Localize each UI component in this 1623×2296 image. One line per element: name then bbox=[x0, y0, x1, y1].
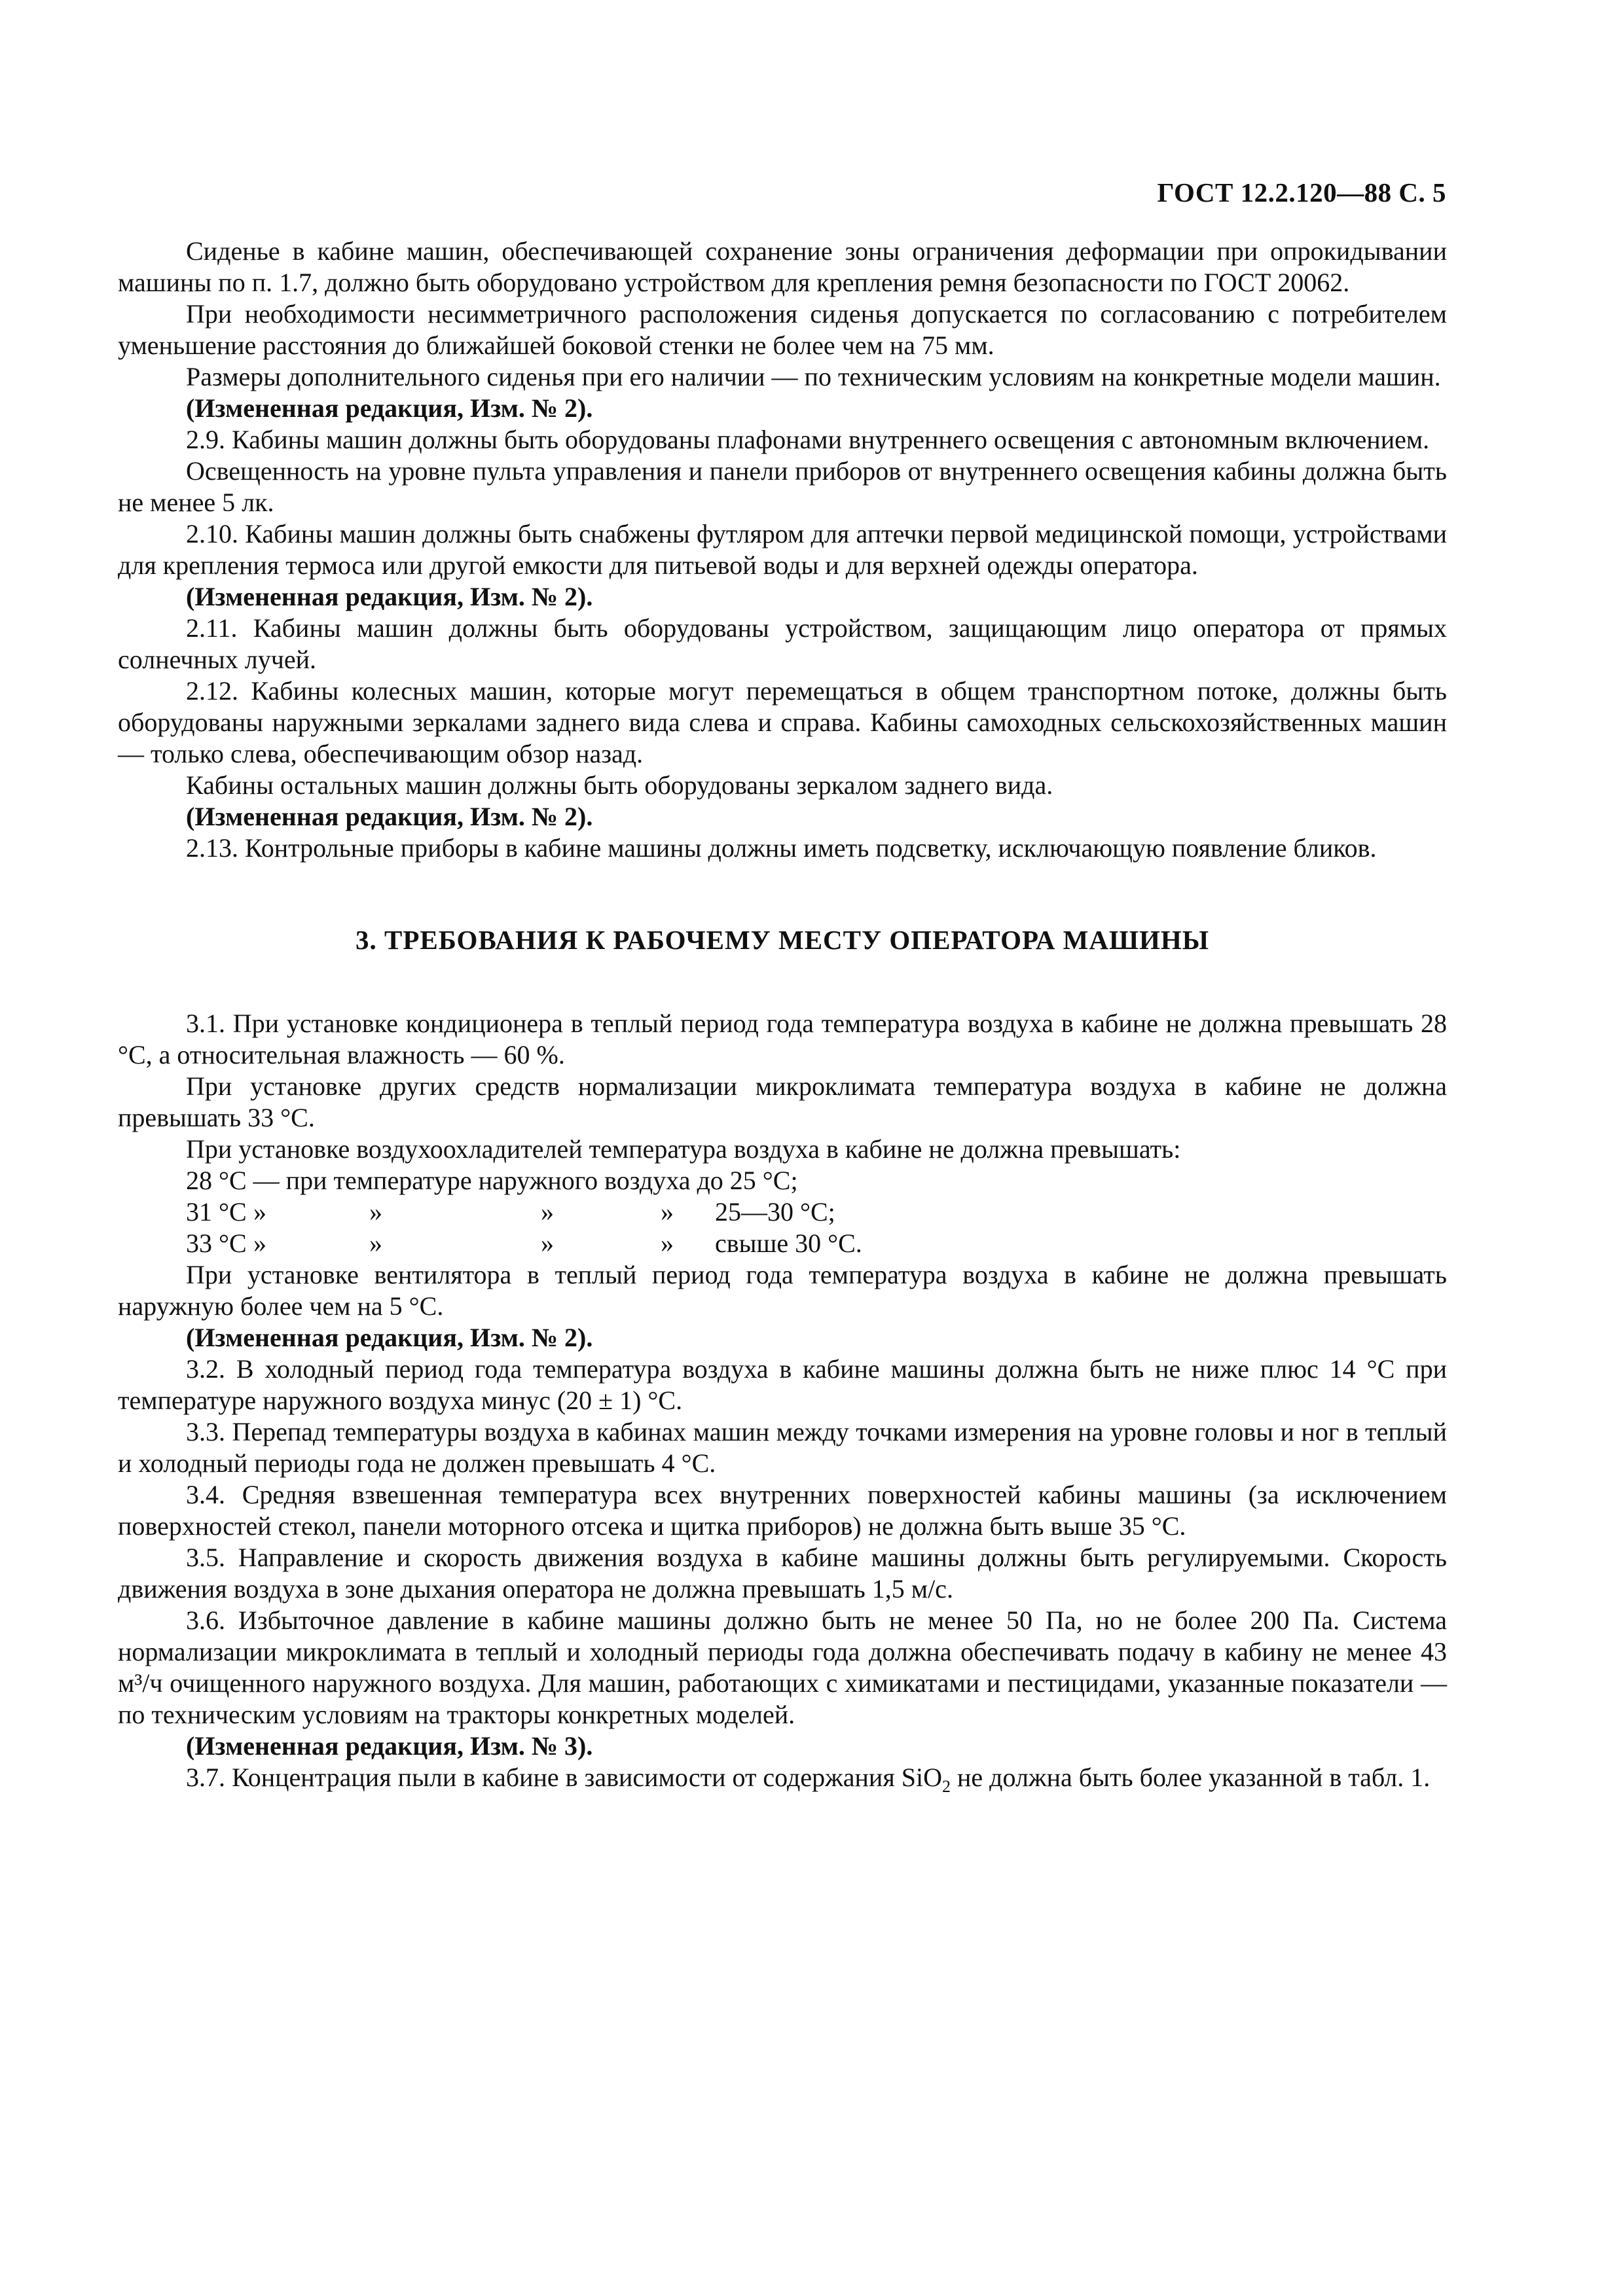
paragraph: При установке других средств нормализации микроклимата температура воздуха в кабине не должна превышать 33 °С. bbox=[118, 1071, 1447, 1132]
temperature-cell-q2: » bbox=[369, 1197, 382, 1227]
section-3-part-a bbox=[118, 1008, 1447, 1165]
paragraph: 3.4. Средняя взвешенная температура всех внутренних поверхностей кабины машины (за исключением поверхностей стекол, панели моторного отсека и щитка приборов) не должна быть выше 35 °С. bbox=[118, 1480, 1447, 1541]
page-header: ГОСТ 12.2.120—88 С. 5 bbox=[1157, 177, 1446, 207]
temperature-cell-value: 31 °С bbox=[186, 1197, 247, 1227]
temperature-line: 28 °С — при температуре наружного воздуха до 25 °С; bbox=[186, 1166, 798, 1195]
section-2-continuation bbox=[118, 236, 1447, 864]
temperature-rows bbox=[118, 1196, 1447, 1259]
paragraph: При установке воздухоохладителей температура воздуха в кабине не должна превышать: bbox=[186, 1134, 1181, 1164]
temperature-cell-value: 33 °С bbox=[186, 1229, 247, 1258]
section-3-part-b bbox=[118, 1259, 1447, 1762]
document-body bbox=[118, 236, 1447, 1803]
paragraph: 2.10. Кабины машин должны быть снабжены футляром для аптечки первой медицинской помощи, устройствами для крепления термоса или другой емкости для питьевой воды и для верхней одежды оператора. bbox=[118, 519, 1447, 580]
paragraph: 3.3. Перепад температуры воздуха в кабинах машин между точками измерения на уровне головы и ног в теплый и холодный периоды года не должен превышать 4 °С. bbox=[118, 1417, 1447, 1478]
paragraph: 2.12. Кабины колесных машин, которые могут перемещаться в общем транспортном потоке, должны быть оборудованы наружными зеркалами заднего вида слева и справа. Кабины самоходных сельскохозяйственных машин — только слева, обеспечивающим обзор назад. bbox=[118, 676, 1447, 768]
paragraph: 2.11. Кабины машин должны быть оборудованы устройством, защищающим лицо оператора от прямых солнечных лучей. bbox=[118, 613, 1447, 674]
amendment-note: (Измененная редакция, Изм. № 2). bbox=[186, 802, 593, 831]
amendment-note: (Измененная редакция, Изм. № 2). bbox=[186, 582, 593, 611]
paragraph: 3.1. При установке кондиционера в теплый период года температура воздуха в кабине не должна превышать 28 °С, а относительная влажность — 60 %. bbox=[118, 1009, 1447, 1069]
paragraph: При установке вентилятора в теплый период года температура воздуха в кабине не должна превышать наружную более чем на 5 °С. bbox=[118, 1260, 1447, 1321]
temperature-row bbox=[118, 1228, 1447, 1259]
temperature-cell-q4: » bbox=[661, 1197, 674, 1227]
paragraph: Сиденье в кабине машин, обеспечивающей сохранение зоны ограничения деформации при опрокидывании машины по п. 1.7, должно быть оборудовано устройством для крепления ремня безопасности по ГОСТ 20062. bbox=[118, 236, 1447, 297]
temperature-cell-q4: » bbox=[661, 1229, 674, 1258]
paragraph: 2.9. Кабины машин должны быть оборудованы плафонами внутреннего освещения с автономным включением. bbox=[186, 425, 1430, 454]
paragraph: Кабины остальных машин должны быть оборудованы зеркалом заднего вида. bbox=[186, 770, 1053, 800]
paragraph: 2.13. Контрольные приборы в кабине машины должны иметь подсветку, исключающую появление бликов. bbox=[186, 833, 1377, 863]
paragraph-3-7: 3.7. Концентрация пыли в кабине в зависимости от содержания SiO$_2$ не должна быть более указанной в табл. 1. bbox=[186, 1763, 1431, 1796]
paragraph: При необходимости несимметричного расположения сиденья допускается по согласованию с потребителем уменьшение расстояния до ближайшей боковой стенки не более чем на 75 мм. bbox=[118, 299, 1447, 360]
temperature-cell-q2: » bbox=[369, 1229, 382, 1258]
paragraph: Размеры дополнительного сиденья при его наличии — по техническим условиям на конкретные модели машин. bbox=[186, 362, 1441, 391]
temperature-cell-range: свыше 30 °С. bbox=[715, 1229, 862, 1258]
temperature-cell-q1: » bbox=[253, 1197, 266, 1227]
section-title: 3. ТРЕБОВАНИЯ К РАБОЧЕМУ МЕСТУ ОПЕРАТОРА МАШИНЫ bbox=[355, 925, 1210, 955]
temperature-cell-range: 25—30 °С; bbox=[715, 1197, 835, 1227]
paragraph: 3.2. В холодный период года температура воздуха в кабине машины должна быть не ниже плюс 14 °С при температуре наружного воздуха минус (20 ± 1) °С. bbox=[118, 1354, 1447, 1415]
amendment-note: (Измененная редакция, Изм. № 2). bbox=[186, 393, 593, 423]
temperature-row bbox=[118, 1196, 1447, 1228]
paragraph: 3.5. Направление и скорость движения воздуха в кабине машины должны быть регулируемыми. Скорость движения воздуха в зоне дыхания оператора не должна превышать 1,5 м/с. bbox=[118, 1543, 1447, 1604]
amendment-note: (Измененная редакция, Изм. № 3). bbox=[186, 1731, 593, 1761]
paragraph: 3.6. Избыточное давление в кабине машины должно быть не менее 50 Па, но не более 200 Па. Система нормализации микроклимата в теплый и холодный периоды года должна обеспечивать подачу в кабину не менее 43 м³/ч очищенного наружного воздуха. Для машин, работающих с химикатами и пестицидами, указанные показатели — по техническим условиям на тракторы конкретных моделей. bbox=[118, 1605, 1447, 1729]
paragraph: Освещенность на уровне пульта управления и панели приборов от внутреннего освещения кабины должна быть не менее 5 лк. bbox=[118, 456, 1447, 517]
temperature-cell-q3: » bbox=[541, 1197, 554, 1227]
temperature-cell-q3: » bbox=[541, 1229, 554, 1258]
temperature-cell-q1: » bbox=[253, 1229, 266, 1258]
amendment-note: (Измененная редакция, Изм. № 2). bbox=[186, 1323, 593, 1352]
